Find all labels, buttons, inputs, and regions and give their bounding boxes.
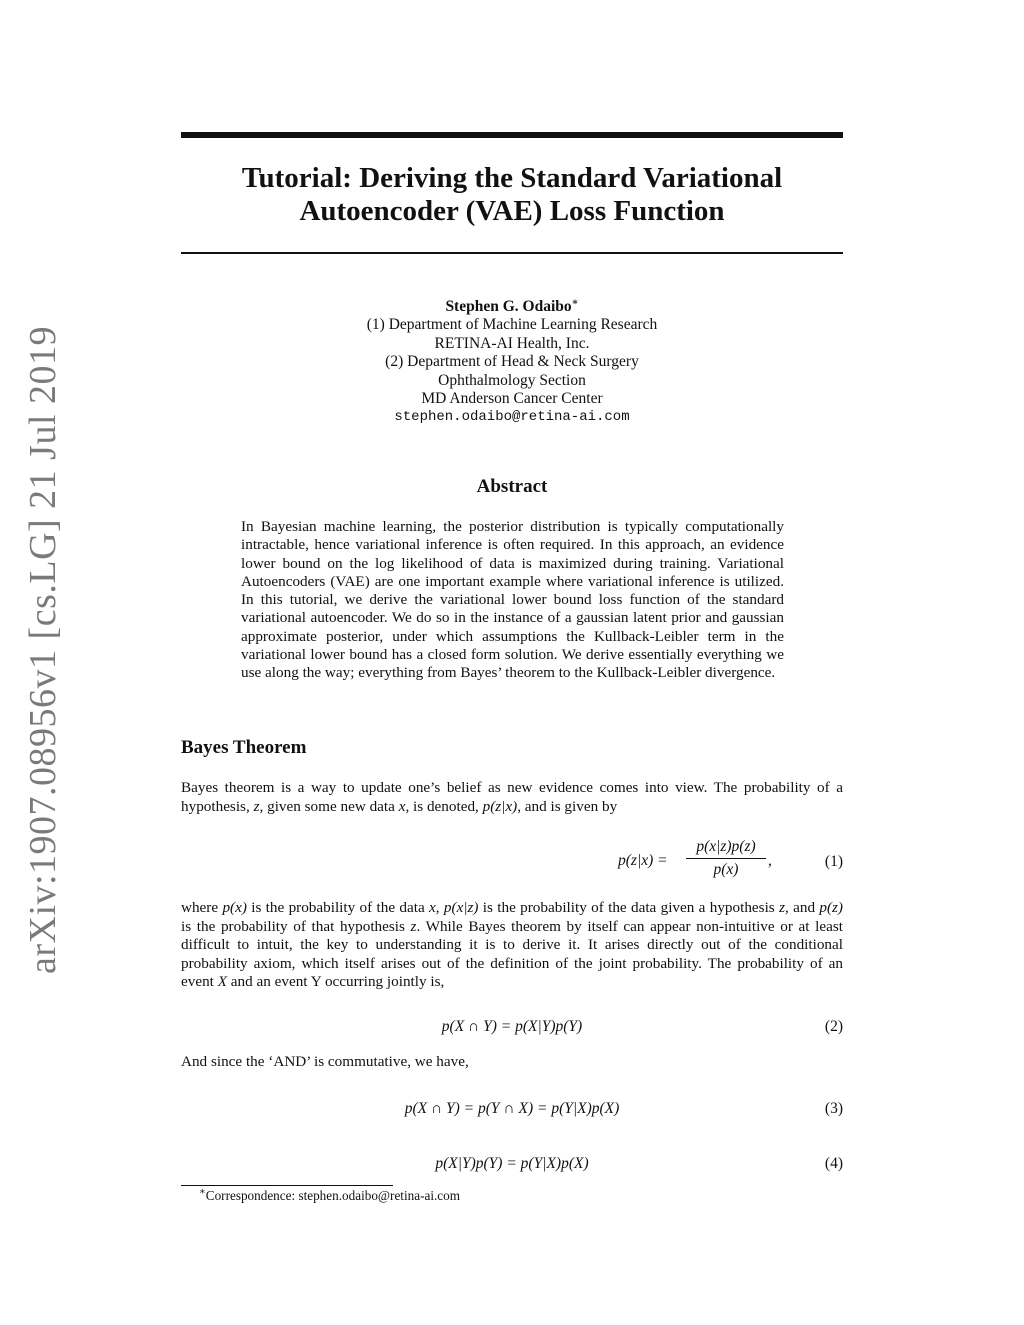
- abstract-text: In Bayesian machine learning, the posterior distribution is typically computationally intractable, hence variational inference is often required. In this approach, an evidence lower bound on the log likelihood of data is maximized during training. Variational Autoencoders (VAE) are one important example where variational inference is utilized. In this tutorial, we derive the variational lower bound loss function of the standard variational autoencoder. We do so in the instance of a gaussian latent prior and gaussian approximate posterior, under which assumptions the Kullback-Leibler term in the variational lower bound has a closed form solution. We derive essentially everything we use along the way; everything from Bayes’ theorem to the Kullback-Leibler divergence.: [241, 518, 784, 682]
- equation-number: (2): [824, 1018, 843, 1035]
- affiliation-line: Ophthalmology Section: [438, 371, 586, 389]
- title-line-1: Tutorial: Deriving the Standard Variational: [241, 162, 783, 194]
- math-inline: p(x|z): [443, 899, 479, 916]
- author-block: [181, 298, 843, 427]
- math-inline: p(z|x): [482, 797, 518, 815]
- body-paragraph: where p(x) is the probability of the data x, p(x|z) is the probability of the data given a hypothesis z, and p(z) is the probability of that hypothesis z. While Bayes theorem by itself can appear non-intuitive or at least difficult to intuit, the key to understanding it is to derive it. It arises directly out of the conditional probability axiom, which itself arises out of the definition of the joint probability. The probability of an event X and an event Y occurring jointly is,: [181, 899, 843, 991]
- equation-4-body: p(X|Y)p(Y) = p(Y|X)p(X): [435, 1155, 589, 1172]
- math-inline: z: [253, 797, 260, 815]
- equation-3-body: p(X ∩ Y) = p(Y ∩ X) = p(Y|X)p(X): [404, 1100, 620, 1117]
- footnote: ∗Correspondence: stephen.odaibo@retina-ai.com: [199, 1186, 460, 1203]
- affiliation-line: MD Anderson Cancer Center: [421, 390, 603, 408]
- section-heading-bayes-theorem: Bayes Theorem: [181, 737, 307, 758]
- author-footnote-mark: ∗: [571, 296, 579, 308]
- author-email[interactable]: stephen.odaibo@retina-ai.com: [394, 409, 630, 426]
- title-top-rule: [181, 132, 843, 138]
- equation-2-body: p(X ∩ Y) = p(X|Y)p(Y): [441, 1018, 583, 1035]
- abstract-heading: Abstract: [476, 476, 548, 497]
- math-inline: p(z): [819, 899, 843, 916]
- math-inline: X: [217, 973, 227, 991]
- math-inline: z: [410, 917, 417, 935]
- equation-number: (3): [824, 1100, 843, 1117]
- affiliation-line: (1) Department of Machine Learning Research: [366, 316, 658, 334]
- equation-1-lhs: p(z|x) =: [618, 852, 668, 869]
- affiliation-line: RETINA-AI Health, Inc.: [434, 334, 590, 352]
- math-inline: x: [429, 899, 436, 916]
- footnote-rule: [181, 1185, 393, 1186]
- equation-1-fraction: [686, 838, 766, 879]
- fraction-bar: [686, 858, 766, 859]
- equation-1: [181, 838, 843, 888]
- math-inline: z: [779, 899, 785, 916]
- equation-number: (1): [824, 853, 843, 870]
- math-inline: p(x): [222, 899, 247, 916]
- title-line-2: Autoencoder (VAE) Loss Function: [299, 195, 725, 227]
- equation-1-comma: ,: [768, 852, 772, 869]
- equation-1-denominator: p(x): [713, 861, 739, 878]
- author-name: Stephen G. Odaibo∗: [445, 296, 579, 315]
- equation-number: (4): [824, 1155, 843, 1172]
- paper-title: [181, 162, 843, 228]
- affiliation-line: (2) Department of Head & Neck Surgery: [385, 353, 639, 371]
- title-bottom-rule: [181, 252, 843, 254]
- body-paragraph: Bayes theorem is a way to update one’s belief as new evidence comes into view. The probability of a hypothesis, z, given some new data x, is denoted, p(z|x), and is given by: [181, 779, 843, 815]
- math-inline: x: [398, 797, 406, 815]
- body-paragraph: And since the ‘AND’ is commutative, we have,: [181, 1053, 469, 1070]
- arxiv-identifier-stamp: arXiv:1907.08956v1 [cs.LG] 21 Jul 2019: [22, 325, 64, 975]
- equation-1-numerator: p(x|z)p(z): [696, 838, 756, 855]
- footnote-mark: ∗: [199, 1186, 206, 1198]
